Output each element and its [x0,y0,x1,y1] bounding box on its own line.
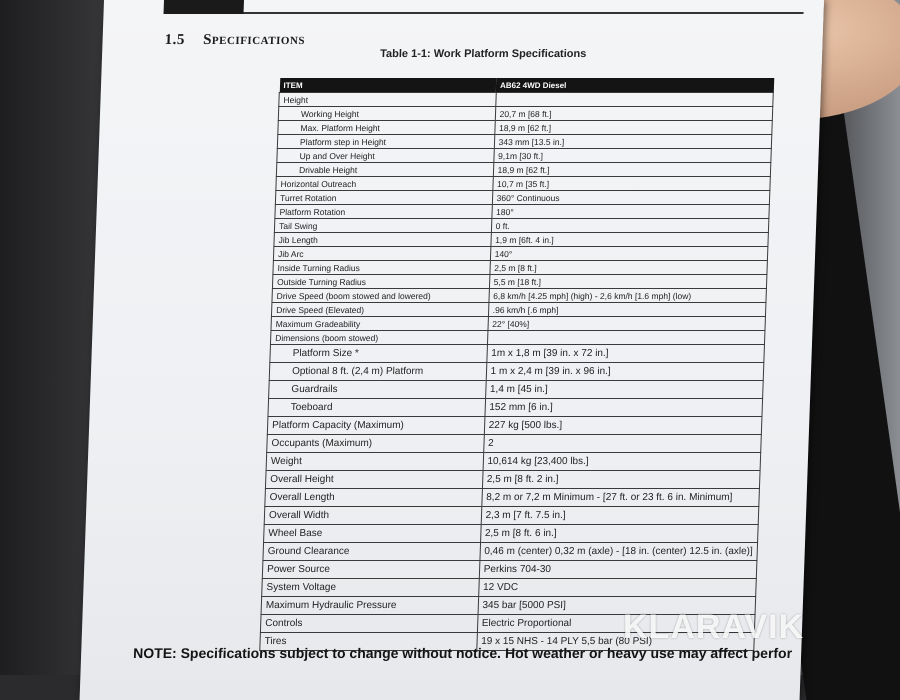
row-item-label: Wheel Base [264,525,481,543]
section-title: Specifications [202,32,306,48]
row-item-label: Platform step in Height [277,135,494,149]
row-item-label: Up and Over Height [277,149,494,163]
table-row [263,543,758,561]
table-row [277,149,771,163]
row-item-label: Optional 8 ft. (2,4 m) Platform [269,363,486,381]
row-item-label: Overall Length [265,489,482,507]
table-header-row [279,78,774,93]
row-value: 19 x 15 NHS - 14 PLY 5,5 bar (80 PSI) [476,633,754,651]
row-value: 6,8 km/h [4.25 mph] (high) - 2,6 km/h [1.6 mph] (low) [488,289,766,303]
row-value: 343 mm [13.5 in.] [494,135,772,149]
table-row [277,135,771,149]
row-item-label: Power Source [262,561,479,579]
table-row [272,289,766,303]
row-value: 0,46 m (center) 0,32 m (axle) - [18 in. (center) 12.5 in. (axle)] [479,543,757,561]
spec-table [259,78,774,651]
row-item-label: Ground Clearance [263,543,480,561]
row-value: 2,5 m [8 ft. 2 in.] [482,471,760,489]
table-row [272,275,766,289]
row-value: 0 ft. [491,219,769,233]
row-value: 2,5 m [8 ft.] [489,261,767,275]
table-row [262,561,757,579]
table-row [266,453,761,471]
row-item-label: Guardrails [269,381,486,399]
table-row [275,191,769,205]
table-row [278,121,772,135]
spec-table-body [260,93,773,651]
section-heading [164,32,305,49]
row-item-label: Max. Platform Height [278,121,495,135]
row-value: Electric Proportional [477,615,755,633]
table-row [276,177,770,191]
table-row [267,417,762,435]
row-item-label: Inside Turning Radius [273,261,490,275]
row-item-label: Tires [260,633,477,651]
row-item-label: Drive Speed (Elevated) [271,303,488,317]
table-row [264,507,759,525]
table-row [275,205,769,219]
row-value: 2,5 m [8 ft. 6 in.] [480,525,758,543]
row-value: 10,614 kg [23,400 lbs.] [483,453,761,471]
table-row [278,107,772,121]
header-item: ITEM [279,78,496,93]
table-row [269,363,764,381]
table-row [271,303,765,317]
row-value: 9,1m [30 ft.] [493,149,771,163]
page-header-tab [164,0,244,14]
row-value: 22° [40%] [488,317,766,331]
row-value: 345 bar [5000 PSI] [478,597,756,615]
row-value: 2,3 m [7 ft. 7.5 in.] [481,507,759,525]
row-value: .96 km/h [.6 mph] [488,303,766,317]
row-value: 5,5 m [18 ft.] [489,275,767,289]
table-row [274,219,768,233]
row-item-label: Maximum Gradeability [271,317,488,331]
row-item-label: Drivable Height [276,163,493,177]
manual-page [80,0,824,700]
row-value: 18,9 m [62 ft.] [493,163,771,177]
table-row [265,471,760,489]
row-item-label: Height [279,93,496,107]
table-row [270,331,764,345]
table-row [262,579,757,597]
row-item-label: Controls [260,615,477,633]
row-value [495,93,773,107]
row-value: Perkins 704-30 [479,561,757,579]
table-row [265,489,760,507]
row-item-label: Jib Arc [273,247,490,261]
row-value: 18,9 m [62 ft.] [494,121,772,135]
row-item-label: Outside Turning Radius [272,275,489,289]
header-model: AB62 4WD Diesel [496,78,774,93]
row-value: 227 kg [500 lbs.] [484,417,762,435]
row-item-label: System Voltage [262,579,479,597]
table-row [268,399,763,417]
table-row [270,345,765,363]
row-item-label: Drive Speed (boom stowed and lowered) [272,289,489,303]
row-item-label: Weight [266,453,483,471]
row-value: 152 mm [6 in.] [485,399,763,417]
table-row [267,435,762,453]
watermark-logo: KLARAVIK [623,608,805,646]
table-row [273,247,767,261]
row-item-label: Platform Rotation [275,205,492,219]
row-item-label: Jib Length [274,233,491,247]
row-item-label: Working Height [278,107,495,121]
row-value: 1,9 m [6ft. 4 in.] [490,233,768,247]
row-value: 20,7 m [68 ft.] [495,107,773,121]
row-item-label: Toeboard [268,399,485,417]
row-value [487,331,765,345]
table-caption: Table 1-1: Work Platform Specifications [379,48,587,60]
spec-table-wrapper [259,78,774,651]
row-value: 180° [491,205,769,219]
table-row [279,93,773,107]
table-row [273,261,767,275]
row-value: 140° [490,247,768,261]
row-value: 12 VDC [478,579,756,597]
row-item-label: Turret Rotation [275,191,492,205]
table-row [276,163,770,177]
row-value: 1 m x 2,4 m [39 in. x 96 in.] [486,363,764,381]
row-item-label: Occupants (Maximum) [267,435,484,453]
row-item-label: Dimensions (boom stowed) [270,331,487,345]
row-item-label: Platform Capacity (Maximum) [267,417,484,435]
table-row [274,233,768,247]
row-item-label: Maximum Hydraulic Pressure [261,597,478,615]
row-value: 8,2 m or 7,2 m Minimum - [27 ft. or 23 ft. 6 in. Minimum] [481,489,759,507]
row-item-label: Horizontal Outreach [276,177,493,191]
page-header-rule [244,12,804,14]
row-item-label: Platform Size * [270,345,487,363]
row-item-label: Overall Height [265,471,482,489]
row-value: 1,4 m [45 in.] [485,381,763,399]
section-number: 1.5 [164,32,186,48]
row-value: 2 [483,435,761,453]
row-value: 10,7 m [35 ft.] [492,177,770,191]
row-value: 360° Continuous [492,191,770,205]
table-row [269,381,764,399]
row-item-label: Overall Width [264,507,481,525]
row-item-label: Tail Swing [274,219,491,233]
row-value: 1m x 1,8 m [39 in. x 72 in.] [486,345,764,363]
table-row [271,317,765,331]
note-text: NOTE: Specifications subject to change without notice. Hot weather or heavy use may affect perfor [132,645,793,661]
table-row [264,525,759,543]
